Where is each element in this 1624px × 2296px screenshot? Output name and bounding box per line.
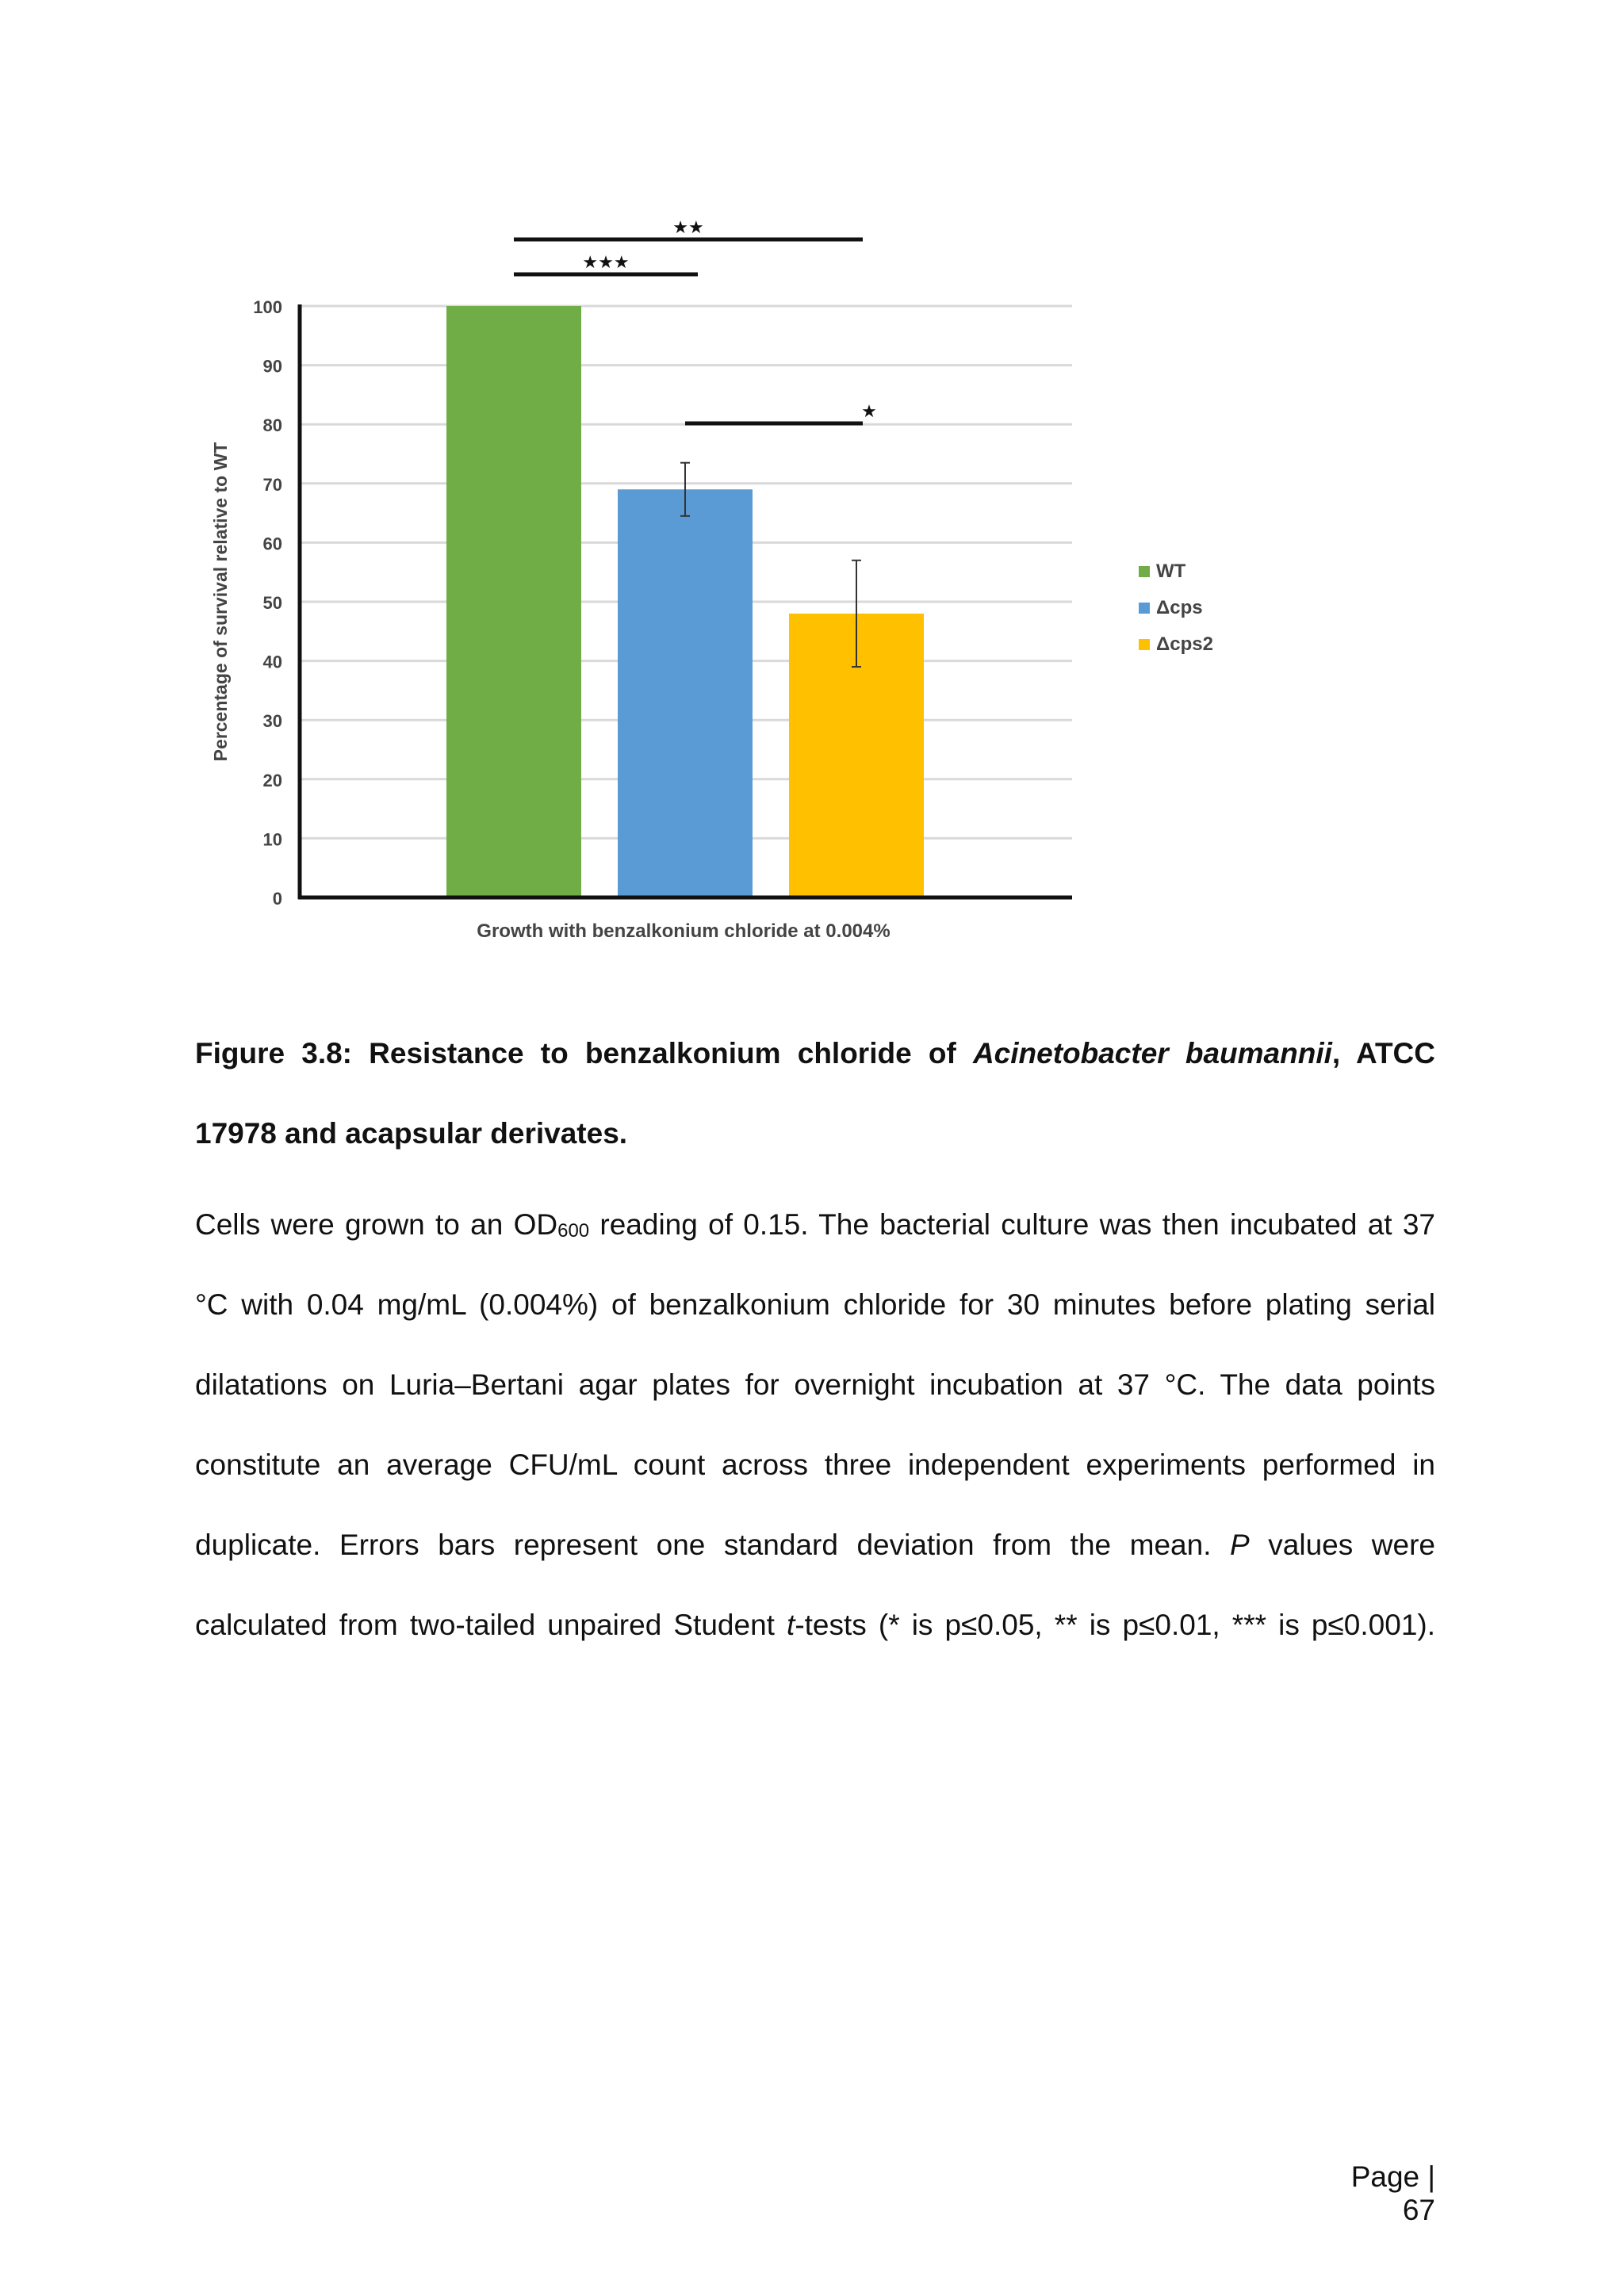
y-tick-label: 90 (262, 356, 282, 377)
y-tick-label: 50 (262, 593, 282, 613)
y-tick-label: 0 (272, 889, 282, 909)
page-number: Page | 67 (1350, 2160, 1435, 2226)
figure-description: Cells were grown to an $OD_{600}$ reading of 0.15. The bacterial culture was then incubated at 37 °C with 0.04 mg/mL (0.004%) of benzalkonium chloride for 30 minutes before plating serial dilatations on Luria–Bertani agar plates for overnight incubation at 37 °C. The data points constitute an average CFU/mL count across three independent experiments performed in duplicate. Errors bars represent one standard deviation from the mean. P values were calculated from two-tailed unpaired Student t-tests (* is p≤0.05, ** is p≤0.01, *** is p≤0.001). (195, 1208, 1435, 1641)
y-tick-label: 40 (262, 652, 282, 672)
significance-stars: ★★ (672, 218, 704, 238)
figure-label: Figure 3.8: (195, 1037, 352, 1070)
y-axis-label: Percentage of survival relative to WT (210, 442, 231, 762)
bar-1 (618, 489, 753, 897)
legend-swatch-0 (1139, 566, 1150, 577)
y-tick-label: 30 (262, 711, 282, 732)
y-tick-label: 10 (262, 829, 282, 850)
y-tick-label: 20 (262, 770, 282, 790)
legend-swatch-2 (1139, 639, 1150, 650)
x-axis-label: Growth with benzalkonium chloride at 0.004% (477, 920, 891, 942)
legend-label-0: WT (1156, 561, 1186, 582)
y-tick-label: 100 (253, 297, 282, 317)
significance-stars: ★ (861, 402, 877, 422)
species-name: Acinetobacter baumannii (972, 1037, 1332, 1070)
y-tick-label: 60 (262, 534, 282, 554)
bar-chart (0, 0, 1624, 983)
legend-label-2: Δcps2 (1156, 633, 1213, 655)
legend-label-1: Δcps (1156, 597, 1203, 618)
figure-caption: Figure 3.8: Resistance to benzalkonium chloride of Acinetobacter baumannii, ATCC 17978 and acapsular derivates. (195, 1037, 1435, 1150)
y-tick-label: 70 (262, 474, 282, 495)
legend-swatch-1 (1139, 603, 1150, 614)
y-tick-label: 80 (262, 415, 282, 436)
bar-0 (446, 306, 581, 897)
significance-stars: ★★★ (582, 253, 630, 273)
